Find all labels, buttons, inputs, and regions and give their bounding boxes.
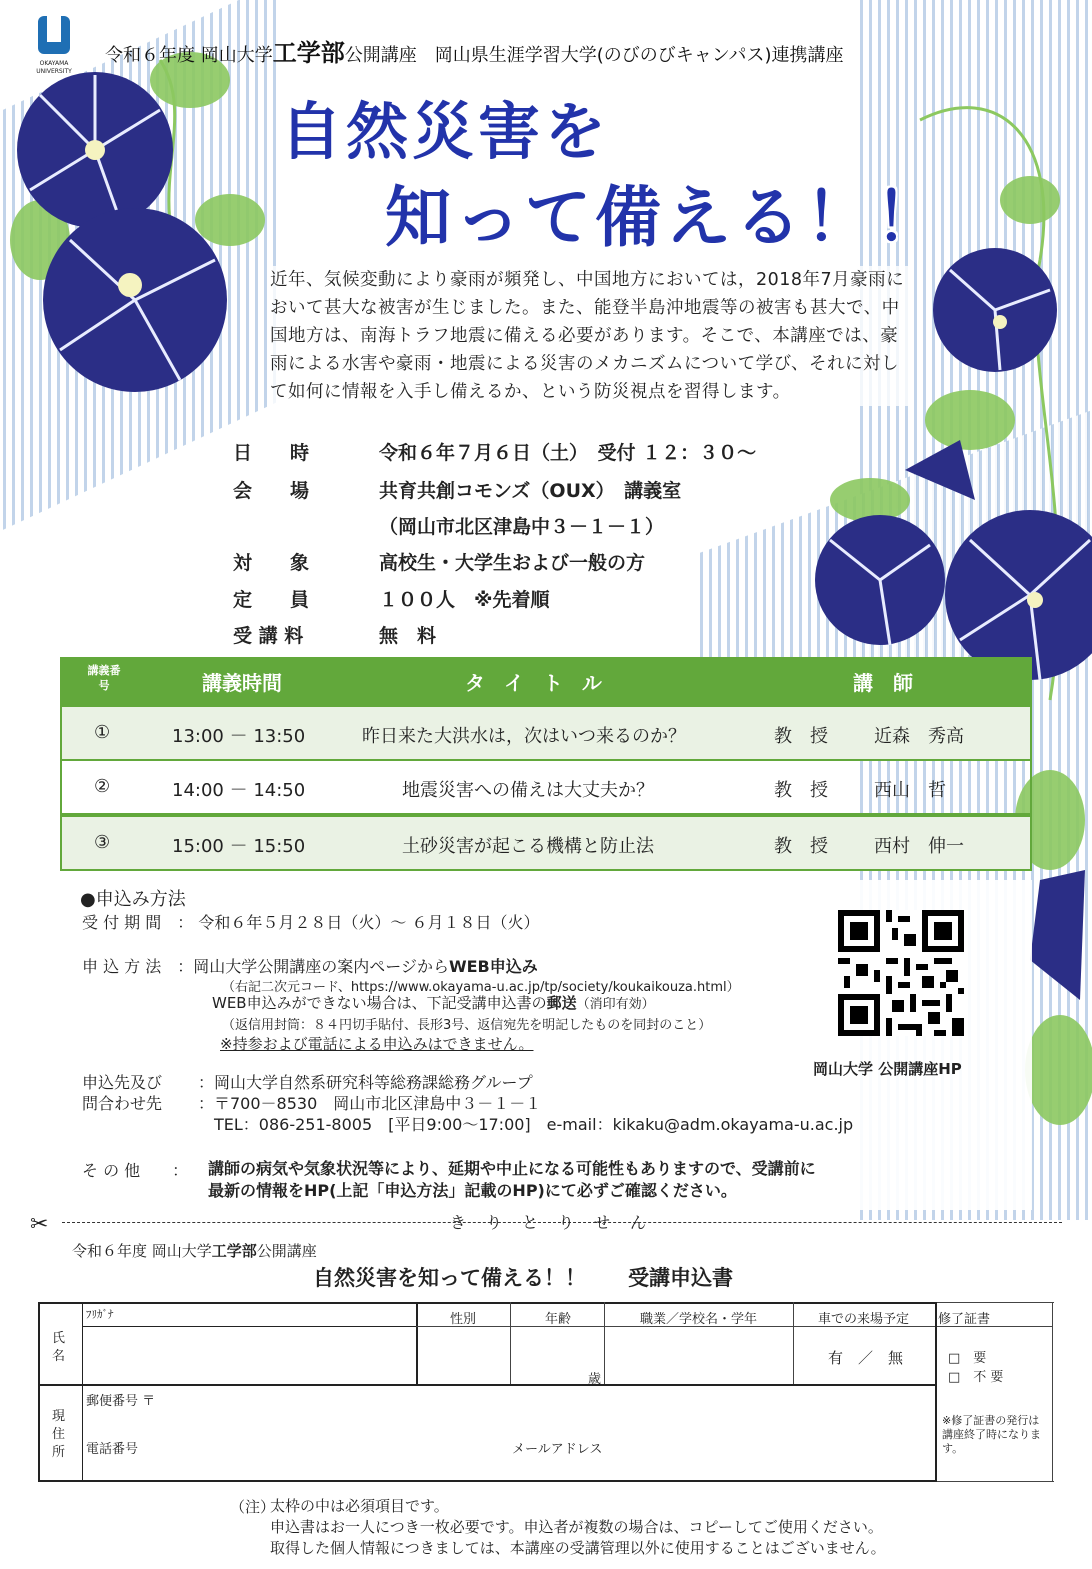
name-input[interactable] [86, 1330, 412, 1380]
form-cert: 修了証書 [938, 1312, 991, 1327]
info-target-value: 高校生・大学生および一般の方 [379, 552, 646, 574]
apply-period-value: 令和６年５月２８日（火）～ ６月１８日（火） [198, 913, 540, 932]
header-suffix: 公開講座 岡山県生涯学習大学(のびのびキャンパス)連携講座 [344, 45, 844, 66]
apply-method [82, 954, 538, 977]
row-rank: 教 授 [774, 836, 828, 857]
logo-text: OKAYAMA UNIVERSITY [36, 60, 72, 75]
gender-input[interactable] [420, 1330, 508, 1382]
form-car: 車での来場予定 [818, 1312, 910, 1327]
form-gender: 性別 [450, 1312, 477, 1327]
contact-label-1: 申込先及び [82, 1073, 163, 1092]
cert-noneed-checkbox[interactable]: □ 不 要 [948, 1370, 1004, 1385]
notes-body [270, 1496, 886, 1559]
note-line-2: 申込書はお一人につき一枚必要です。申込者が複数の場合は、コピーしてご使用ください。 [270, 1518, 883, 1536]
apply-warning: ※持参および電話による申込みはできません。 [220, 1035, 534, 1053]
form-subtitle-bold: 工学部 [211, 1242, 257, 1260]
university-logo [34, 14, 74, 76]
row-time: 15:00 － 15:50 [172, 836, 306, 857]
contact-value-1: ：岡山大学自然系研究科等総務課総務グループ [198, 1073, 533, 1092]
flower-5 [815, 515, 945, 645]
other-value-1: 講師の病気や気象状況等により、延期や中止になる可能性もありますので、受講前に [208, 1159, 816, 1178]
contact-value-2: ：〒700－8530 岡山市北区津島中３－１－１ [198, 1094, 542, 1113]
contact-values [198, 1072, 853, 1135]
intro-paragraph: 近年、気候変動により豪雨が頻発し、中国地方においては，2018年7月豪雨において甚大な被害が生じました。また、能登半島沖地震等の被害も甚大で、中国地方は、南海トラフ地震に備える必要があります。そこで、本講座では、豪雨による水害や豪雨・地震による災害のメカニズムについて学び、それに対して如何に情報を入手し備えるか、という防災視点を習得します。 [270, 266, 910, 406]
other-values [208, 1158, 816, 1202]
apply-method-alt [212, 992, 655, 1013]
flower-1 [17, 72, 173, 228]
apply-return-note: （返信用封筒：８４円切手貼付、長形3号、返信宛先を明記したものを同封のこと） [222, 1018, 712, 1033]
flower-bud-2 [1030, 870, 1085, 1000]
other-value-2: 最新の情報をHP(上記「申込方法」記載のHP)にて必ずご確認ください。 [208, 1181, 737, 1200]
row-rank: 教 授 [774, 780, 828, 801]
info-date-value: 令和６年７月６日（土） 受付 １２：３０～ [379, 442, 757, 464]
lecture-table-header [60, 657, 1032, 705]
apply-method-url[interactable]: （右記二次元コード、https://www.okayama-u.ac.jp/tp/society/koukaikouza.html） [222, 980, 740, 995]
row-rank: 教 授 [774, 726, 828, 747]
apply-method-alt-note: （消印有効） [576, 997, 655, 1012]
info-capacity [233, 585, 549, 612]
form-subtitle-prefix: 令和６年度 岡山大学 [72, 1242, 212, 1260]
info-capacity-label: 定 員 [233, 589, 310, 611]
phone-input[interactable] [150, 1434, 500, 1474]
form-subtitle [72, 1240, 317, 1261]
form-job: 職業／学校名・学年 [640, 1312, 758, 1327]
header-lecturer: 講 師 [853, 671, 913, 695]
notes-label: （注） [230, 1498, 276, 1516]
info-fee-value: 無 料 [379, 625, 437, 647]
apply-period [82, 910, 539, 933]
form-cert-note: ※修了証書の発行は講座終了時になります。 [942, 1414, 1041, 1455]
apply-period-label: 受 付 期 間 ： [82, 913, 194, 932]
page-title-line1: 自然災害を [280, 95, 611, 168]
row-no: ③ [94, 832, 111, 853]
row-name: 近森 秀高 [874, 726, 964, 747]
info-venue [233, 476, 681, 503]
form-postal: 郵便番号 〒 [86, 1394, 156, 1409]
form-age: 年齢 [545, 1312, 572, 1327]
header-no: 講義番号 [87, 664, 121, 692]
header-prefix: 令和６年度 岡山大学 [105, 45, 273, 66]
form-phone: 電話番号 [86, 1442, 139, 1457]
form-title: 自然災害を知って備える！！ 受講申込書 [313, 1266, 733, 1290]
header-line [105, 33, 844, 68]
row-time: 14:00 － 14:50 [172, 780, 306, 801]
flower-2 [43, 208, 227, 392]
row-title: 土砂災害が起こる機構と防止法 [402, 836, 654, 857]
cut-line-label: き り と り せ ん [450, 1213, 649, 1232]
info-fee-label: 受 講 料 [233, 625, 304, 647]
info-venue-value: 共育共創コモンズ（OUX） 講義室 [379, 480, 682, 502]
other-label: そ の 他 ： [82, 1161, 189, 1180]
header-time: 講義時間 [202, 671, 282, 695]
row-name: 西村 伸一 [874, 836, 964, 857]
form-furigana: ﾌﾘｶﾞﾅ [86, 1308, 114, 1321]
row-time: 13:00 － 13:50 [172, 726, 306, 747]
info-target-label: 対 象 [233, 552, 310, 574]
row-no: ① [94, 722, 111, 743]
info-fee [233, 621, 436, 648]
address-input[interactable] [86, 1404, 931, 1432]
apply-method-label: 申 込 方 法 ： [82, 957, 194, 976]
job-input[interactable] [607, 1330, 791, 1382]
contact-value-3: TEL：086-251-8005 [平日9:00～17:00] e-mail：kikaku@adm.okayama-u.ac.jp [214, 1115, 854, 1134]
row-no: ② [94, 776, 111, 797]
table-row [60, 759, 1032, 815]
form-email: メールアドレス [512, 1442, 603, 1457]
info-date-label: 日 時 [233, 442, 310, 464]
form-age-unit: 歳 [588, 1372, 602, 1387]
apply-method-bold: WEB申込み [448, 957, 538, 976]
info-venue-address: （岡山市北区津島中３－１－１） [379, 516, 665, 538]
row-title: 地震災害への備えは大丈夫か？ [402, 780, 654, 801]
info-venue-label: 会 場 [233, 480, 310, 502]
header-title: タ イ ト ル [465, 671, 608, 695]
email-input[interactable] [600, 1434, 930, 1474]
note-line-1: 太枠の中は必須項目です。 [270, 1497, 449, 1515]
info-target [233, 548, 645, 575]
form-address-label: 現住所 [52, 1409, 66, 1460]
row-title: 昨日来た大洪水は，次はいつ来るのか？ [362, 726, 686, 747]
page-title-line2: 知って備える！！ [385, 179, 945, 256]
flower-4 [945, 510, 1092, 680]
flower-3 [933, 248, 1057, 372]
form-car-options[interactable]: 有 ／ 無 [828, 1349, 904, 1367]
row-name: 西山 哲 [874, 780, 946, 801]
qr-code[interactable] [838, 910, 964, 1036]
note-line-3: 取得した個人情報につきましては、本講座の受講管理以外に使用することはございません。 [270, 1539, 886, 1557]
table-row [60, 705, 1032, 761]
contact-label-2: 問合わせ先 [82, 1094, 163, 1113]
header-bold: 工学部 [272, 39, 345, 67]
apply-method-alt-text: WEB申込みができない場合は、下記受講申込書の [212, 994, 547, 1012]
cert-need-checkbox[interactable]: □ 要 [948, 1351, 987, 1366]
table-row [60, 815, 1032, 871]
apply-method-alt-bold: 郵送 [546, 994, 577, 1012]
contact-labels [82, 1072, 162, 1114]
apply-heading: ●申込み方法 [80, 889, 186, 910]
qr-caption: 岡山大学 公開講座HP [813, 1060, 962, 1078]
info-date [233, 438, 756, 465]
form-subtitle-suffix: 公開講座 [256, 1242, 317, 1260]
apply-method-value: 岡山大学公開講座の案内ページから [193, 957, 449, 976]
info-capacity-value: １００人 ※先着順 [379, 589, 550, 611]
scissors-icon: ✂ [30, 1212, 49, 1237]
form-name-label: 氏名 [52, 1331, 66, 1364]
